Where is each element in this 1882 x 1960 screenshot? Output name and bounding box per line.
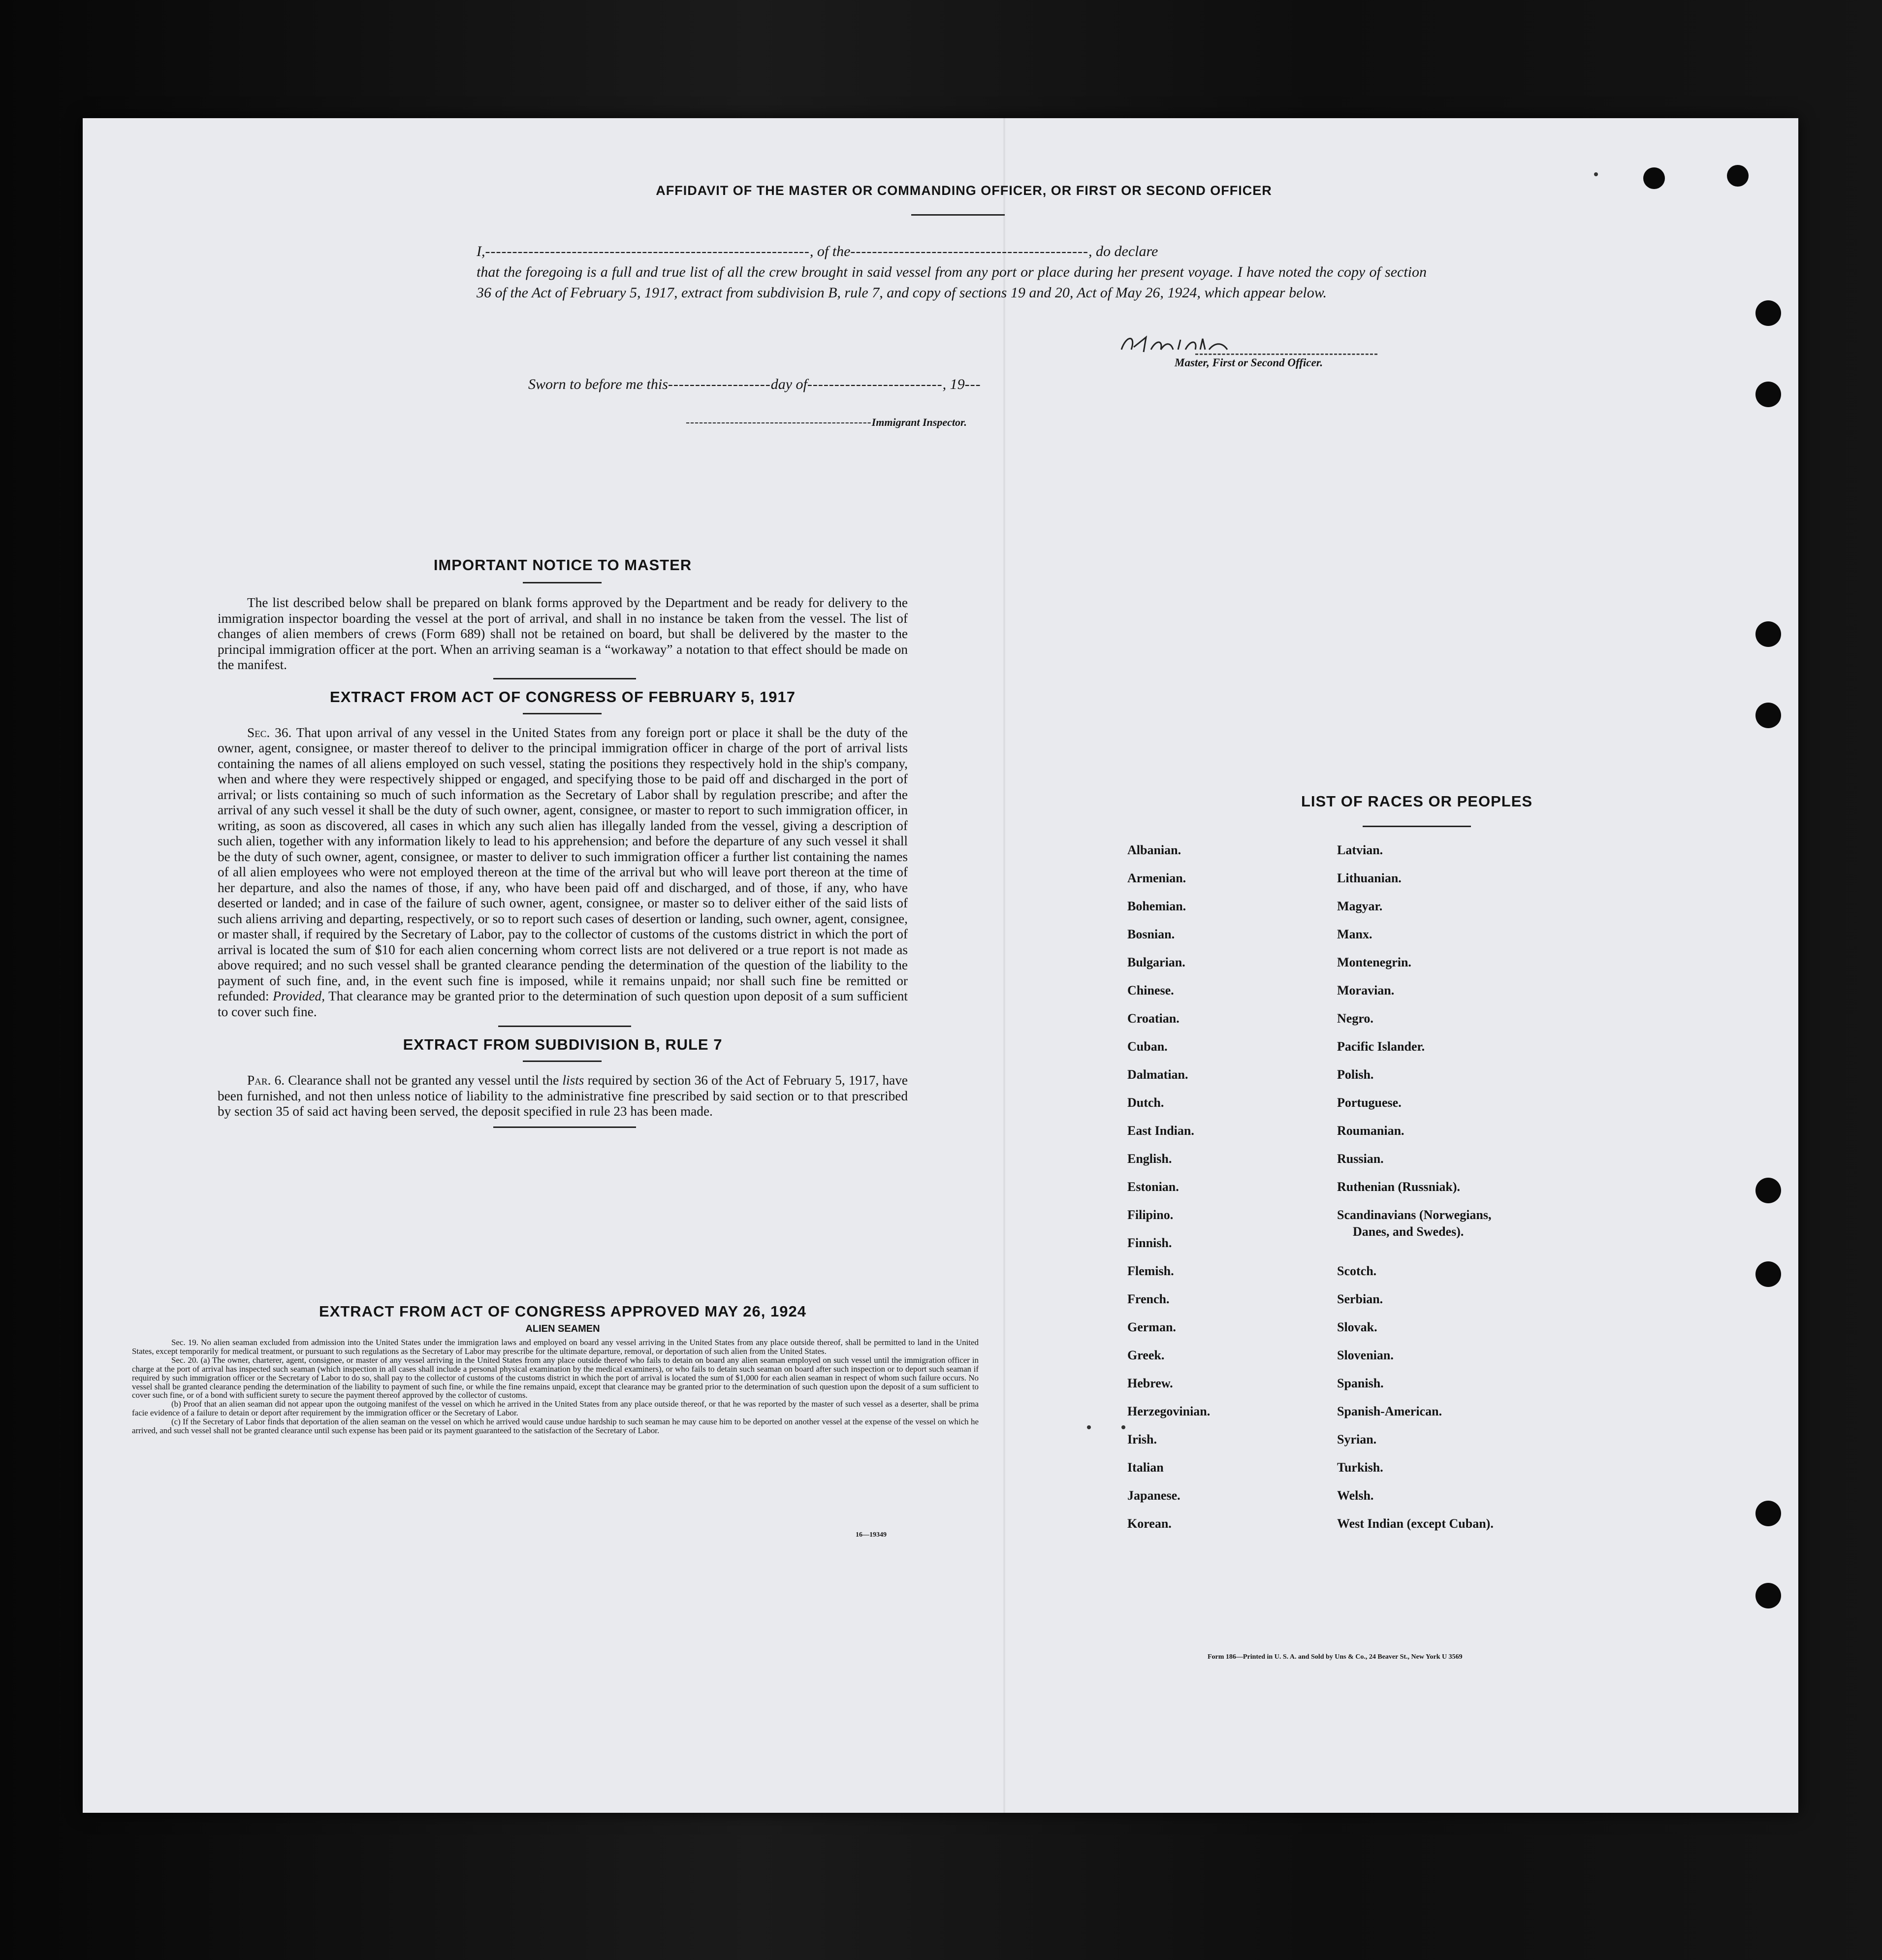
race-item: Herzegovinian. [1127,1404,1211,1418]
rule7-text-a: Clearance shall not be granted any vessel until the [288,1073,559,1088]
race-item: German. [1127,1320,1176,1334]
declarant-prefix: I, [477,243,485,259]
proviso-text: That clearance may be granted prior to the determination of such question upon deposit of a sum sufficient to cover such fine. [218,989,908,1019]
inspector-line [686,416,967,429]
race-item: Bohemian. [1127,899,1186,913]
punch-hole [1755,300,1781,326]
race-item: Manx. [1337,927,1372,941]
race-item: Hebrew. [1127,1376,1173,1390]
punch-hole [1755,1261,1781,1287]
race-item: Korean. [1127,1516,1172,1531]
extract-1917-title: EXTRACT FROM ACT OF CONGRESS OF FEBRUARY 5, 1917 [330,688,796,706]
race-item: Welsh. [1337,1488,1374,1503]
section-rule [493,1126,636,1128]
race-item: Spanish-American. [1337,1404,1442,1418]
race-item: Ruthenian (Russniak). [1337,1180,1460,1194]
race-item: Russian. [1337,1152,1384,1166]
speck [1087,1425,1091,1429]
officer-signature [1116,330,1235,359]
race-item: East Indian. [1127,1124,1194,1138]
section-19-text: Sec. 19. No alien seaman excluded from admission into the United States under the immigration laws and employed on board any vessel arriving in the United States from any place outside thereof, shall be permitted to land in the United States, except temporarily for medical treatment, or pursuant to such regulations as the Secretary of Labor may prescribe for the ultimate departure, removal, or deportation of such alien from the United States. [132,1338,979,1356]
race-item: Chinese. [1127,983,1174,997]
rule7-text-b: required by section 36 of the Act of February 5, 1917, have been furnished, and not then unless notice of liability to the administrative fine prescribed by said section or to that prescribed by section 35 of said act having been served, the deposit specified in rule 23 has been made. [218,1073,908,1119]
sworn-day-of: day of [770,376,807,392]
alien-seamen-subtitle: ALIEN SEAMEN [525,1323,600,1334]
race-item: Slovak. [1337,1320,1377,1334]
punch-hole [1755,703,1781,728]
race-item: Polish. [1337,1067,1374,1082]
section-36-body: That upon arrival of any vessel in the United States from any foreign port or place it shall be the duty of the owner, agent, consignee, or master thereof to deliver to the principal immigration officer in charge of the port of arrival lists containing the names of all aliens employed on such vessel, stating the positions they respectively hold in the ship's company, when and where they were respectively shipped or engaged, and specifying those to be paid off and discharged in the port of arrival; or lists containing so much of such information as the Secretary of Labor shall by regulation prescribe; and after the arrival of any such vessel it shall be the duty of such owner, agent, consignee, or master to report to such immigration officer, in writing, as soon as discovered, all cases in which any such alien has illegally landed from the vessel, giving a description of such alien, together with any information likely to lead to his apprehension; and before the departure of any such vessel it shall be the duty of such owner, agent, consignee, or master to deliver to such immigration officer a further list containing the names of all alien employees who were not employed thereon at the time of the arrival but who will leave port thereon at the time of her departure, and also the names of those, if any, who have been paid off and discharged, and of those, if any, who have deserted or landed; and in case of the failure of such owner, agent, consignee, or master so to deliver either of the said lists of such aliens arriving and departing, respectively, or so to report such cases of desertion or landing, such owner, agent, consignee, or master shall, if required by the Secretary of Labor, pay to the collector of customs of the customs district in which the port of arrival is located the sum of $10 for each alien concerning whom correct lists are not delivered or a true report is not made as above required; and no such vessel shall be granted clearance pending the determination of the question of the liability to the payment of such fine, and, in the event such fine is imposed, while it remains unpaid; nor shall such fine be remitted or refunded: [218,725,908,1003]
proviso-word: Provided, [273,989,325,1003]
race-item: Dutch. [1127,1095,1164,1110]
sworn-prefix: Sworn to before me this [528,376,668,392]
lists-word: lists [562,1073,584,1088]
notice-title: IMPORTANT NOTICE TO MASTER [433,556,692,574]
punch-hole [1643,167,1665,189]
declare-suffix: , do declare [1088,243,1158,259]
print-code: 16—19349 [856,1531,887,1539]
race-item: Estonian. [1127,1180,1179,1194]
section-36-label: Sec. 36. [247,725,292,740]
race-item: Latvian. [1337,843,1383,857]
section-rule [523,713,602,714]
race-item: Greek. [1127,1348,1165,1362]
par6-label: Par. 6. [247,1073,285,1088]
race-item: Italian [1127,1460,1164,1475]
race-item: West Indian (except Cuban). [1337,1516,1494,1531]
race-item: Japanese. [1127,1488,1180,1503]
race-item: Montenegrin. [1337,955,1411,969]
punch-hole [1755,1501,1781,1526]
race-item: Moravian. [1337,983,1395,997]
rule7-title: EXTRACT FROM SUBDIVISION B, RULE 7 [403,1036,723,1053]
speck [1594,172,1598,176]
punch-hole [1755,621,1781,647]
race-item: Roumanian. [1337,1124,1404,1138]
sworn-line [528,374,981,395]
race-item: Serbian. [1337,1292,1383,1306]
vessel-name-blank: -------------------------------------------- [850,243,1088,259]
notice-text: The list described below shall be prepared on blank forms approved by the Department and be ready for delivery to the immigration inspector boarding the vessel at the port of arrival, and shall in no instance be taken from the vessel. The list of changes of alien members of crews (Form 689) shall not be retained on board, but shall be delivered by the master to the principal immigration officer at the port. When an arriving seaman is a “workaway” a notation to that effect should be made on the manifest. [218,595,908,672]
section-rule [493,678,636,679]
race-item: English. [1127,1152,1172,1166]
section-rule [498,1026,631,1027]
race-item: Magyar. [1337,899,1383,913]
sworn-year: , 19 [942,376,965,392]
race-item: Flemish. [1127,1264,1174,1278]
sworn-month-blank: ------------------------- [807,376,943,392]
race-item: Turkish. [1337,1460,1383,1475]
section-rule [523,582,602,583]
race-item: Slovenian. [1337,1348,1394,1362]
title-rule [1363,826,1471,827]
extract-1924-title: EXTRACT FROM ACT OF CONGRESS APPROVED MAY 26, 1924 [319,1303,806,1320]
declarant-name-blank: ------------------------------------------------------------ [485,243,810,259]
race-item: Spanish. [1337,1376,1384,1390]
vessel-prefix: , of the [809,243,851,259]
race-item: French. [1127,1292,1170,1306]
title-rule [911,214,1005,216]
punch-hole [1755,1583,1781,1608]
race-item: Scandinavians (Norwegians, [1337,1208,1492,1222]
inspector-label: Immigrant Inspector. [871,416,967,428]
race-item: Armenian. [1127,871,1186,885]
section-36-text [218,725,908,1020]
race-item: Bosnian. [1127,927,1175,941]
race-item: Portuguese. [1337,1095,1402,1110]
race-item: Scotch. [1337,1264,1377,1278]
section-rule [523,1060,602,1062]
sworn-year-blank: --- [964,376,981,392]
sworn-day-blank: ------------------- [668,376,771,392]
race-item: Syrian. [1337,1432,1377,1446]
affidavit-statement: that the foregoing is a full and true list of all the crew brought in said vessel from any port or place during her present voyage. I have noted the copy of section 36 of the Act of February 5, 1917, extract from subdivision B, rule 7, and copy of sections 19 and 20, Act of May 26, 1924, which appear below. [477,264,1427,301]
race-item: Cuban. [1127,1039,1168,1054]
document-page [83,118,1798,1813]
race-item: Danes, and Swedes). [1353,1224,1464,1239]
race-item: Croatian. [1127,1011,1180,1026]
signature-line [1195,353,1377,355]
section-20c-text: (c) If the Secretary of Labor finds that deportation of the alien seaman on the vessel on which he arrived would cause undue hardship to such seaman he may cause him to be deported on another vessel at the expense of the vessel on which he arrived, and such vessel shall not be granted clearance until such expense has been paid or its payment guaranteed to the satisfaction of the Secretary of Labor. [132,1417,979,1436]
page-fold [1003,118,1005,1813]
speck [1121,1425,1125,1429]
punch-hole [1727,165,1749,187]
punch-hole [1755,382,1781,407]
race-item: Lithuanian. [1337,871,1402,885]
section-20b-text: (b) Proof that an alien seaman did not appear upon the outgoing manifest of the vessel on which he arrived in the United States from any place outside thereof, or that he was reported by the master of such vessel as a deserter, shall be prima facie evidence of a failure to detain or deport after requirement by the immigration officer or the Secretary of Labor. [132,1399,979,1418]
signer-label: Master, First or Second Officer. [1175,356,1323,369]
inspector-blank: ------------------------------------------ [686,416,872,429]
form-printer-note: Form 186—Printed in U. S. A. and Sold by Uns & Co., 24 Beaver St., New York U 3569 [1208,1653,1463,1661]
section-20a-text: Sec. 20. (a) The owner, charterer, agent, consignee, or master of any vessel arriving in the United States from any place outside thereof who fails to detain on board any alien seaman employed on such vessel until the immigration officer in charge at the port of arrival has inspected such seaman (which inspection in all cases shall include a personal physical examination by the medical examiners), or who fails to detain such seaman on board after such inspection or to deport such seaman if required by such immigration officer or the Secretary of Labor to do so, shall pay to the collector of customs of the customs district in which the port of arrival is located the sum of $1,000 for each alien seaman in respect of whom such failure occurs. No vessel shall be granted clearance pending the determination of the liability to payment of such fine, or while the fine remains unpaid, except that clearance may be granted prior to the determination of such question upon the deposit of a sum sufficient to cover such fine, or of a bond with sufficient surety to secure the payment thereof approved by the collector of customs. [132,1355,979,1400]
rule7-text [218,1073,908,1120]
race-item: Bulgarian. [1127,955,1185,969]
race-item: Irish. [1127,1432,1157,1446]
punch-hole [1755,1178,1781,1203]
race-item: Dalmatian. [1127,1067,1188,1082]
left-column [218,556,908,1121]
race-item: Filipino. [1127,1208,1174,1222]
affidavit-title: AFFIDAVIT OF THE MASTER OR COMMANDING OFFICER, OR FIRST OR SECOND OFFICER [656,183,1272,198]
races-title: LIST OF RACES OR PEOPLES [1301,793,1533,810]
race-item: Pacific Islander. [1337,1039,1425,1054]
extract-1924-text [132,1338,979,1435]
race-item: Finnish. [1127,1236,1172,1250]
declaration-line [477,241,1427,262]
race-item: Albanian. [1127,843,1181,857]
race-item: Negro. [1337,1011,1373,1026]
